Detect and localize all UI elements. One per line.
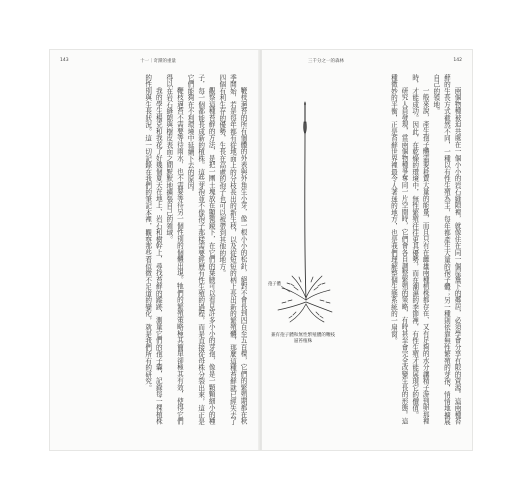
left-page-number: 143 <box>60 58 69 63</box>
left-page <box>50 50 260 450</box>
right-body-text <box>346 74 462 430</box>
left-body-text <box>60 74 248 430</box>
moss-drawing <box>268 100 338 330</box>
left-paragraph: 鞭枝逼苔不需要等待雨水，也不需要等待另一個性別的個體出現。牠們的繁殖策略極其簡單卻極其有效，使得它們得以在岩石縫隙與樹皮表面之間默默地擴張自己的領域。 <box>164 74 184 425</box>
right-paragraph: 一般來說，產生孢子體需要耗費大量的能量，而且只有在雌雄兩種植株都存在、又有足夠的水分讓精子游到卵那裡時，才能成功。因此，在乾燥的環境中，無性繁殖往往更具優勢，而在潮濕的季節裡，有性生殖才能展現它的價值。 <box>410 74 430 425</box>
right-page <box>262 50 472 450</box>
left-paragraph: 觀察這種苔蘚的方法，是把一團土塊放在顯微鏡下，在它們的葉腋可以看見許多小小的芽孢，像是一顆顆細小的種子，每一個都能長成新的植株。這些芽孢並不像孢子那樣需要經歷有性生殖的過程，而是直接從母株分裂出來，這正是它們能夠在不利環境中延續下去的原因。 <box>186 74 216 425</box>
left-paragraph: 我的學生楊克和我花了好幾個夏天在地上、岩石和樹幹上，尋找苔蘚的蹤跡，測量它們的孢子囊，記錄每一棵植株的性別與生長狀況。這一切記錄在我們的筆記本裡，觀察那些看似微不足道的變化，就是我們所有的研究。 <box>143 74 163 425</box>
left-paragraph: 鞭枝逼苔的所有個體的外表與外角生小芽，像一根小小的松針，絕對不會長到四百至五百棵，它們的繁殖期都在秋季開始，若是每年都有從地面上的分枝長出的新生枝，以及從短短的柄上長出新的繁殖體，那麼這種苔蘚就已經失去了四個有利生存的優勢，生長在高處的孢子也可以被帶到其他的地方。 <box>217 74 247 425</box>
right-paragraph: 兩個物種被迫共處在一個小小的岩石縫隙裡，就像住在同一個屋簷下的鄰居，必須學會分享有限的資源。這兩種苔蘚的生長方式截然不同，一種以有性生殖為主，每年都產生大量的孢子體；另一種則依靠無性繁殖的芽孢，悄悄地擴展自己的領地。 <box>431 74 461 425</box>
figure-caption: 兼有孢子體和無性繁殖體的鞭枝逼苔植株 <box>270 333 336 345</box>
left-chapter-header: 十一｜奇蹟的重量 <box>140 59 176 64</box>
right-chapter-header: 三千分之一的森林 <box>308 59 344 64</box>
right-page-number: 142 <box>453 58 462 63</box>
right-paragraph: 研究人員發現，當兩個物種爭奪同一片空間時，它們會各自調整繁殖的策略，有時甚至會完全改變生長的形態。這種微妙的平衡，正是苔蘚世界裡最令人著迷的地方，也是我們理解整個生態系統的一扇窗。 <box>389 74 409 425</box>
figure-label-sporophyte: 孢子體 <box>268 282 281 287</box>
moss-illustration <box>268 100 338 330</box>
